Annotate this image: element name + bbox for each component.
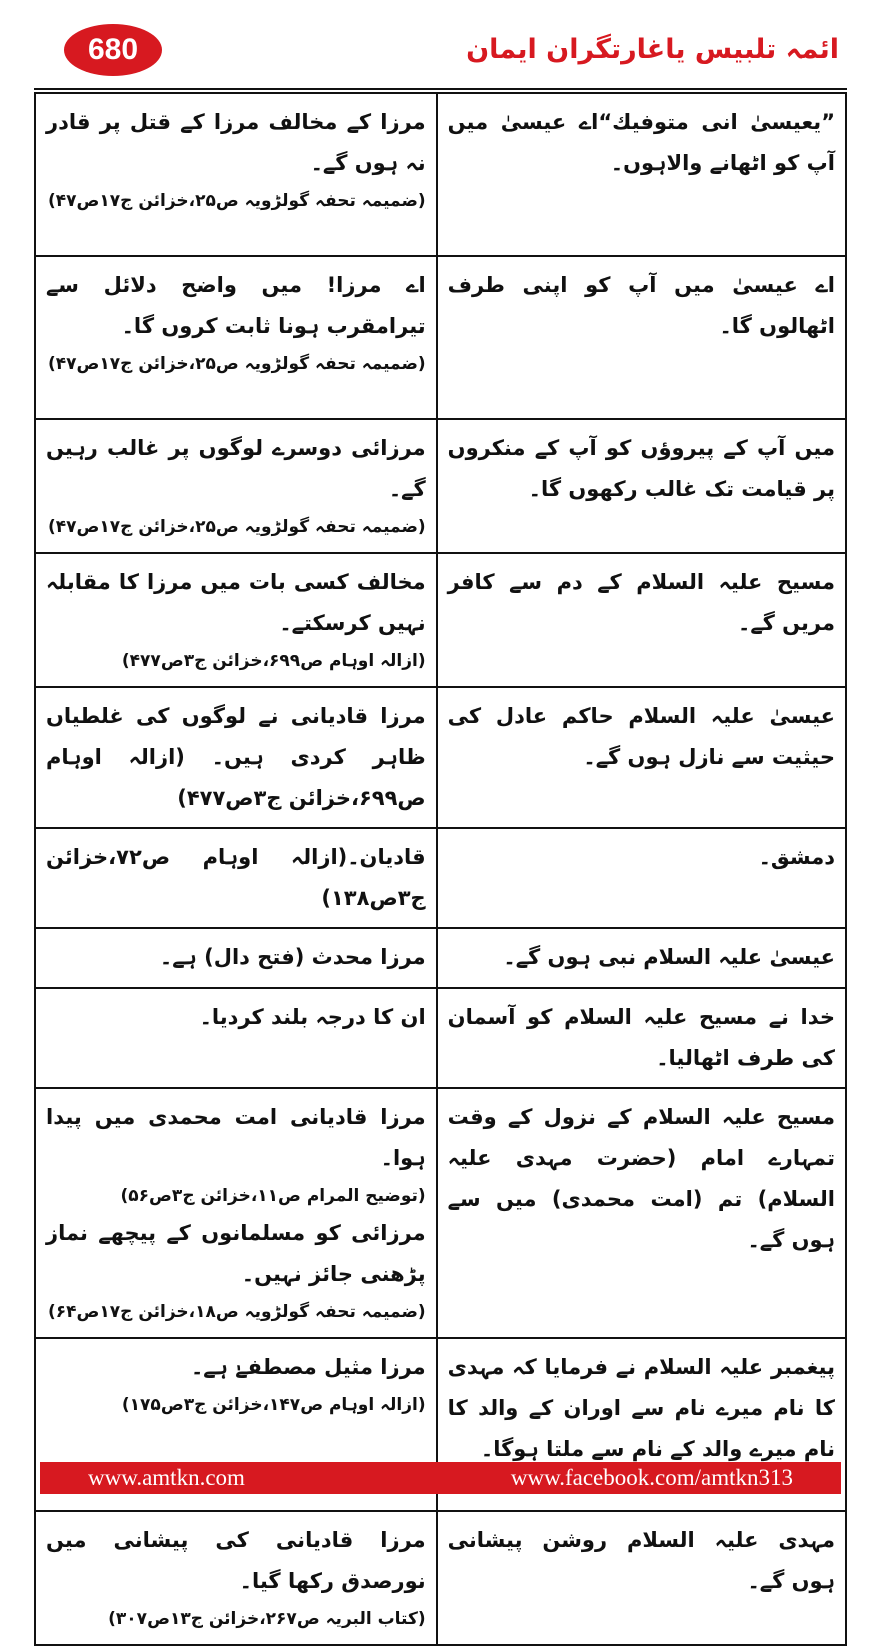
reference-text: (ازالہ اوہام ص۶۹۹،خزائن ج۳ص۴۷۷) [121, 651, 426, 671]
islamic-belief-text: مہدی علیہ السلام روشن پیشانی ہوں گے۔ [447, 1528, 835, 1593]
qadiani-claim-text: مرزا کے مخالف مرزا کے قتل پر قادر نہ ہوں گے۔ [46, 110, 426, 175]
qadiani-claim-cell [35, 928, 437, 988]
islamic-belief-text: اے عیسیٰ میں آپ کو اپنی طرف اٹھالوں گا۔ [447, 273, 835, 338]
islamic-belief-text: مسیح علیہ السلام کے دم سے کافر مریں گے۔ [447, 570, 835, 635]
table-row [35, 988, 846, 1088]
islamic-belief-cell [437, 256, 846, 419]
reference-text: (ازالہ اوہام ص۱۴۷،خزائن ج۳ص۱۷۵) [121, 1395, 426, 1415]
table-row [35, 1088, 846, 1338]
islamic-belief-cell [437, 93, 846, 256]
qadiani-claim-cell [35, 93, 437, 256]
qadiani-claim-cell [35, 828, 437, 928]
qadiani-claim-text: مرزا مثیل مصطفےٰ ہے۔ [190, 1355, 426, 1379]
qadiani-claim-text: قادیان۔(ازالہ اوہام ص۷۲،خزائن ج۳ص۱۳۸) [46, 845, 426, 910]
islamic-belief-cell [437, 828, 846, 928]
islamic-belief-text: مسیح علیہ السلام کے نزول کے وقت تمہارے امام (حضرت مہدی علیہ السلام) تم (امت محمدی) میں سے ہوں گے۔ [447, 1105, 835, 1252]
reference-text: (ضمیمہ تحفہ گولڑویہ ص۲۵،خزائن ج۱۷ص۴۷) [47, 517, 426, 537]
footer-bar [40, 1462, 841, 1494]
qadiani-claim-cell [35, 988, 437, 1088]
table-row [35, 419, 846, 553]
islamic-belief-cell [437, 687, 846, 828]
islamic-belief-text: دمشق۔ [758, 845, 835, 869]
qadiani-claim-text: مرزائی دوسرے لوگوں پر غالب رہیں گے۔ [46, 436, 426, 501]
table-row [35, 256, 846, 419]
page-number-badge: 680 [64, 24, 162, 76]
islamic-belief-cell [437, 1088, 846, 1338]
book-title: ائمہ تلبیس یاغارتگران ایمان [466, 34, 839, 65]
reference-text: (توضیح المرام ص۱۱،خزائن ج۳ص۵۶) [120, 1186, 426, 1206]
qadiani-claim-cell [35, 256, 437, 419]
islamic-belief-cell [437, 1511, 846, 1645]
qadiani-claim-text: مرزا قادیانی امت محمدی میں پیدا ہوا۔ [46, 1105, 426, 1170]
islamic-belief-text: خدا نے مسیح علیہ السلام کو آسمان کی طرف اٹھالیا۔ [447, 1005, 835, 1070]
header-rule [34, 88, 847, 90]
qadiani-claim-cell [35, 553, 437, 687]
islamic-belief-cell [437, 419, 846, 553]
qadiani-claim-text: اے مرزا! میں واضح دلائل سے تیرامقرب ہونا ثابت کروں گا۔ [46, 273, 426, 338]
qadiani-claim-cell [35, 1088, 437, 1338]
table-row [35, 93, 846, 256]
qadiani-claim-text: مرزا محدث (فتح دال) ہے۔ [159, 945, 426, 969]
reference-text: (کتاب البریہ ص۲۶۷،خزائن ج۱۳ص۳۰۷) [108, 1609, 426, 1629]
reference-text: (ضمیمہ تحفہ گولڑویہ ص۱۸،خزائن ج۱۷ص۶۴) [47, 1302, 426, 1322]
qadiani-claim-text: مرزا قادیانی کی پیشانی میں نورصدق رکھا گیا۔ [46, 1528, 426, 1593]
islamic-belief-cell [437, 928, 846, 988]
qadiani-claim-text: ان کا درجہ بلند کردیا۔ [199, 1005, 426, 1029]
facebook-link[interactable]: www.facebook.com/amtkn313 [510, 1465, 793, 1490]
table-row [35, 1511, 846, 1645]
islamic-belief-text: عیسیٰ علیہ السلام نبی ہوں گے۔ [503, 945, 835, 969]
qadiani-claim-text: مخالف کسی بات میں مرزا کا مقابلہ نہیں کرسکتے۔ [46, 570, 426, 635]
comparison-table [34, 92, 847, 1646]
islamic-belief-cell [437, 553, 846, 687]
islamic-belief-text: عیسیٰ علیہ السلام حاکم عادل کی حیثیت سے نازل ہوں گے۔ [447, 704, 835, 769]
table-row [35, 687, 846, 828]
qadiani-claim-cell [35, 1511, 437, 1645]
table-row [35, 553, 846, 687]
reference-text: (ضمیمہ تحفہ گولڑویہ ص۲۵،خزائن ج۱۷ص۴۷) [47, 191, 426, 211]
website-link[interactable]: www.amtkn.com [88, 1465, 245, 1490]
table-row [35, 928, 846, 988]
reference-text: (ضمیمہ تحفہ گولڑویہ ص۲۵،خزائن ج۱۷ص۴۷) [47, 354, 426, 374]
qadiani-claim-cell [35, 419, 437, 553]
qadiani-claim-cell [35, 687, 437, 828]
qadiani-claim-text: مرزا قادیانی نے لوگوں کی غلطیاں ظاہر کردی ہیں۔ (ازالہ اوہام ص۶۹۹،خزائن ج۳ص۴۷۷) [46, 704, 426, 810]
islamic-belief-text: میں آپ کے پیروؤں کو آپ کے منکروں پر قیامت تک غالب رکھوں گا۔ [447, 436, 835, 501]
table-row [35, 828, 846, 928]
islamic-belief-text: ”یعیسیٰ انی متوفیك“اے عیسیٰ میں آپ کو اٹھانے والاہوں۔ [447, 110, 835, 175]
islamic-belief-cell [437, 988, 846, 1088]
islamic-belief-text: پیغمبر علیہ السلام نے فرمایا کہ مہدی کا نام میرے نام سے اوران کے والد کا نام میرے والد کے نام سے ملتا ہوگا۔ [447, 1355, 835, 1461]
qadiani-claim-text: مرزائی کو مسلمانوں کے پیچھے نماز پڑھنی جائز نہیں۔ [46, 1221, 426, 1286]
